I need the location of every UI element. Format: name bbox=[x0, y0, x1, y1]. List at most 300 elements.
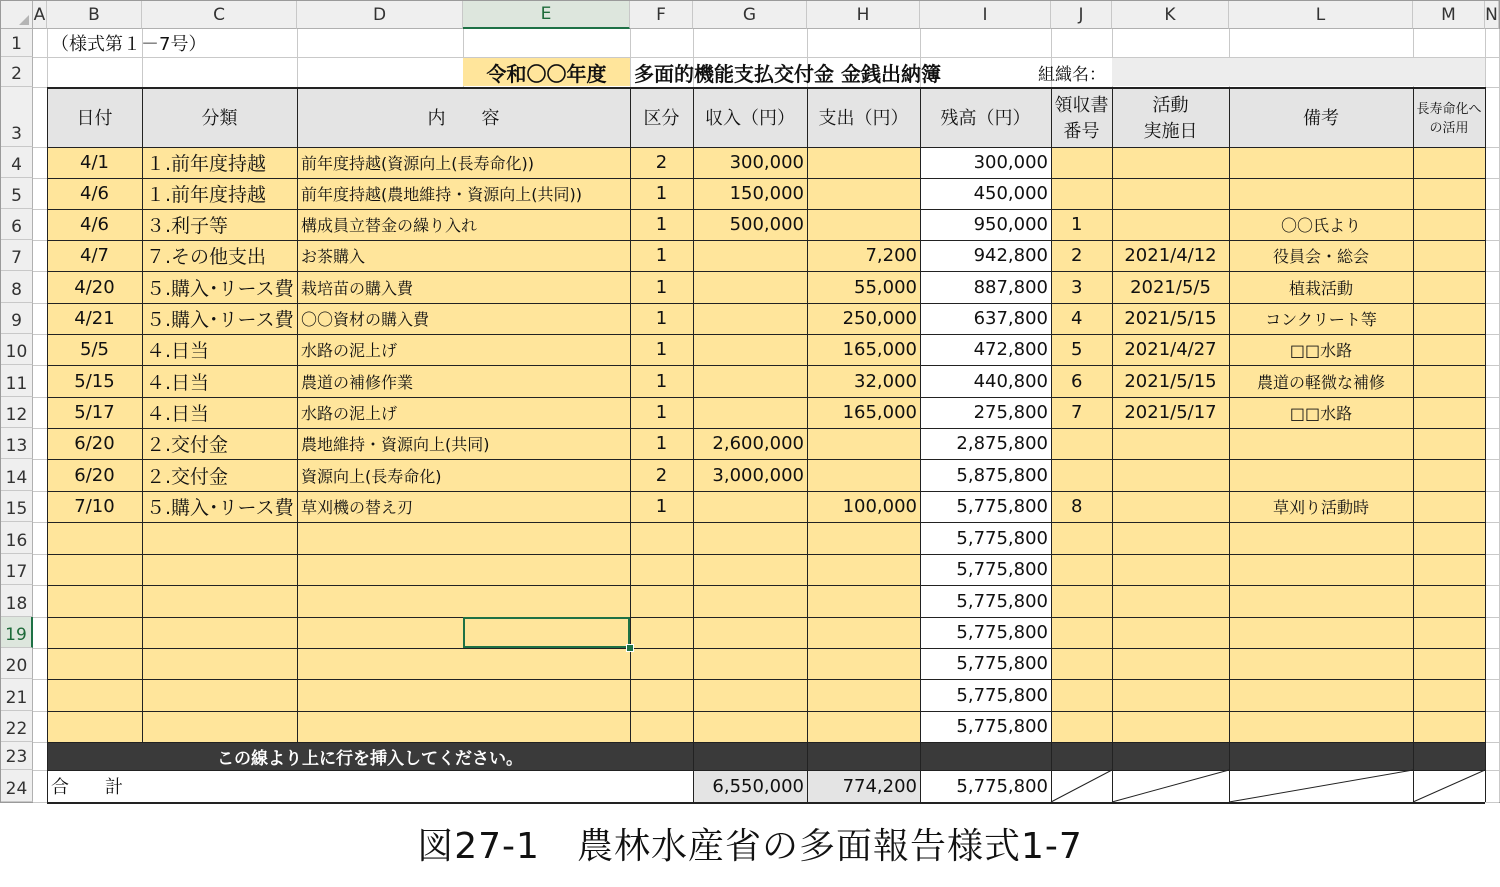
table-border bbox=[1051, 742, 1052, 802]
column-header-f[interactable]: F bbox=[630, 1, 693, 29]
table-border bbox=[47, 770, 1485, 771]
column-header-e[interactable]: E bbox=[463, 1, 630, 29]
entry-balance: 637,800 bbox=[920, 303, 1051, 334]
entry-content[interactable]: 前年度持越(資源向上(長寿命化)) bbox=[297, 147, 630, 178]
entry-expense[interactable] bbox=[807, 428, 920, 459]
entry-kubun[interactable]: 1 bbox=[630, 397, 693, 428]
entry-receipt[interactable]: 3 bbox=[1051, 271, 1112, 303]
entry-activity-date[interactable] bbox=[1112, 585, 1229, 617]
entry-notes[interactable]: □□水路 bbox=[1229, 397, 1413, 428]
entry-receipt[interactable] bbox=[1051, 711, 1112, 742]
entry-income[interactable] bbox=[693, 585, 807, 617]
table-border bbox=[142, 87, 143, 742]
entry-kubun[interactable] bbox=[630, 617, 693, 648]
entry-content[interactable]: 資源向上(長寿命化) bbox=[297, 459, 630, 491]
entry-expense[interactable]: 165,000 bbox=[807, 397, 920, 428]
table-border bbox=[47, 648, 1485, 649]
entry-income[interactable] bbox=[693, 240, 807, 271]
entry-longevity[interactable] bbox=[1413, 679, 1485, 711]
entry-longevity[interactable] bbox=[1413, 648, 1485, 679]
entry-content[interactable]: 前年度持越(農地維持・資源向上(共同)) bbox=[297, 178, 630, 209]
entry-content[interactable] bbox=[297, 585, 630, 617]
row-header-21[interactable]: 21 bbox=[1, 679, 33, 711]
row-header-6[interactable]: 6 bbox=[1, 209, 33, 240]
entry-kubun[interactable]: 1 bbox=[630, 428, 693, 459]
entry-notes[interactable]: 農道の軽微な補修 bbox=[1229, 365, 1413, 397]
column-header-c[interactable]: C bbox=[142, 1, 297, 29]
header-receipt-no bbox=[1051, 87, 1112, 147]
entry-activity-date[interactable]: 2021/4/12 bbox=[1112, 240, 1229, 271]
entry-date[interactable] bbox=[47, 617, 142, 648]
entry-activity-date[interactable]: 2021/4/27 bbox=[1112, 334, 1229, 365]
table-border bbox=[47, 459, 1485, 460]
header-activity-date bbox=[1112, 87, 1229, 147]
entry-date[interactable] bbox=[47, 648, 142, 679]
entry-balance: 5,775,800 bbox=[920, 679, 1051, 711]
table-border bbox=[47, 711, 1485, 712]
entry-content[interactable]: お茶購入 bbox=[297, 240, 630, 271]
entry-balance: 5,875,800 bbox=[920, 459, 1051, 491]
insert-band bbox=[693, 742, 1485, 770]
entry-expense[interactable] bbox=[807, 711, 920, 742]
entry-notes[interactable] bbox=[1229, 617, 1413, 648]
entry-receipt[interactable]: 1 bbox=[1051, 209, 1112, 240]
table-border bbox=[47, 617, 1485, 618]
row-header-23[interactable]: 23 bbox=[1, 742, 33, 770]
entry-longevity[interactable] bbox=[1413, 428, 1485, 459]
entry-balance: 950,000 bbox=[920, 209, 1051, 240]
entry-longevity[interactable] bbox=[1413, 397, 1485, 428]
table-border bbox=[47, 240, 1485, 241]
entry-income[interactable] bbox=[693, 491, 807, 522]
header-receipt-no-line-2: 番号 bbox=[1063, 121, 1100, 142]
entry-content[interactable]: 水路の泥上げ bbox=[297, 334, 630, 365]
entry-notes[interactable] bbox=[1229, 428, 1413, 459]
entry-notes[interactable] bbox=[1229, 554, 1413, 585]
entry-receipt[interactable] bbox=[1051, 428, 1112, 459]
entry-receipt[interactable]: 8 bbox=[1051, 491, 1112, 522]
entry-longevity[interactable] bbox=[1413, 554, 1485, 585]
table-border bbox=[47, 491, 1485, 492]
row-header-11[interactable]: 11 bbox=[1, 365, 33, 397]
table-border bbox=[1485, 742, 1486, 802]
column-header-g[interactable]: G bbox=[693, 1, 807, 29]
entry-notes[interactable] bbox=[1229, 679, 1413, 711]
table-border bbox=[47, 87, 1485, 89]
entry-income[interactable] bbox=[693, 679, 807, 711]
entry-receipt[interactable] bbox=[1051, 459, 1112, 491]
entry-notes[interactable]: コンクリート等 bbox=[1229, 303, 1413, 334]
entry-activity-date[interactable] bbox=[1112, 491, 1229, 522]
entry-notes[interactable] bbox=[1229, 648, 1413, 679]
entry-activity-date[interactable] bbox=[1112, 617, 1229, 648]
entry-date[interactable]: 6/20 bbox=[47, 459, 142, 491]
entry-activity-date[interactable]: 2021/5/15 bbox=[1112, 303, 1229, 334]
table-border bbox=[1112, 742, 1113, 802]
entry-income[interactable] bbox=[693, 334, 807, 365]
table-border bbox=[47, 802, 1485, 804]
entry-receipt[interactable] bbox=[1051, 617, 1112, 648]
entry-category[interactable]: ３.利子等 bbox=[142, 209, 297, 240]
entry-date[interactable] bbox=[47, 679, 142, 711]
entry-longevity[interactable] bbox=[1413, 209, 1485, 240]
entry-kubun[interactable]: 1 bbox=[630, 240, 693, 271]
entry-category[interactable]: ４.日当 bbox=[142, 397, 297, 428]
table-border bbox=[1229, 87, 1230, 742]
entry-activity-date[interactable]: 2021/5/17 bbox=[1112, 397, 1229, 428]
selected-cell-outline[interactable] bbox=[463, 617, 630, 648]
total-slash-cell bbox=[1051, 770, 1112, 802]
total-label: 合 計 bbox=[47, 770, 693, 802]
column-header-k[interactable]: K bbox=[1112, 1, 1229, 29]
entry-balance: 472,800 bbox=[920, 334, 1051, 365]
entry-kubun[interactable]: 1 bbox=[630, 209, 693, 240]
entry-longevity[interactable] bbox=[1413, 334, 1485, 365]
entry-income[interactable] bbox=[693, 711, 807, 742]
entry-balance: 942,800 bbox=[920, 240, 1051, 271]
table-border bbox=[47, 679, 1485, 680]
entry-content[interactable] bbox=[297, 711, 630, 742]
total-income: 6,550,000 bbox=[693, 770, 807, 802]
entry-longevity[interactable] bbox=[1413, 617, 1485, 648]
entry-category[interactable]: ７.その他支出 bbox=[142, 240, 297, 271]
entry-income[interactable]: 300,000 bbox=[693, 147, 807, 178]
entry-category[interactable]: ５.購入･リース費 bbox=[142, 303, 297, 334]
entry-category[interactable]: ２.交付金 bbox=[142, 428, 297, 459]
entry-kubun[interactable]: 2 bbox=[630, 459, 693, 491]
row-header-3[interactable]: 3 bbox=[1, 87, 33, 147]
entry-expense[interactable]: 250,000 bbox=[807, 303, 920, 334]
entry-longevity[interactable] bbox=[1413, 365, 1485, 397]
column-header-n[interactable]: N bbox=[1485, 1, 1499, 29]
entry-expense[interactable] bbox=[807, 209, 920, 240]
entry-receipt[interactable]: 4 bbox=[1051, 303, 1112, 334]
table-border bbox=[297, 87, 298, 742]
table-border bbox=[47, 209, 1485, 210]
entry-activity-date[interactable] bbox=[1112, 522, 1229, 554]
entry-activity-date[interactable] bbox=[1112, 147, 1229, 178]
entry-receipt[interactable]: 5 bbox=[1051, 334, 1112, 365]
entry-expense[interactable]: 100,000 bbox=[807, 491, 920, 522]
row-header-24[interactable]: 24 bbox=[1, 770, 33, 802]
entry-expense[interactable] bbox=[807, 679, 920, 711]
entry-income[interactable] bbox=[693, 522, 807, 554]
entry-income[interactable] bbox=[693, 303, 807, 334]
column-header-i[interactable]: I bbox=[920, 1, 1051, 29]
entry-content[interactable]: 水路の泥上げ bbox=[297, 397, 630, 428]
entry-kubun[interactable]: 1 bbox=[630, 334, 693, 365]
header-receipt-no-line-1: 領収書 bbox=[1054, 95, 1109, 116]
entry-category[interactable]: ４.日当 bbox=[142, 365, 297, 397]
entry-notes[interactable]: □□水路 bbox=[1229, 334, 1413, 365]
entry-kubun[interactable] bbox=[630, 711, 693, 742]
entry-kubun[interactable]: 1 bbox=[630, 303, 693, 334]
entry-category[interactable] bbox=[142, 522, 297, 554]
entry-receipt[interactable]: 2 bbox=[1051, 240, 1112, 271]
entry-expense[interactable] bbox=[807, 522, 920, 554]
entry-date[interactable] bbox=[47, 711, 142, 742]
entry-category[interactable] bbox=[142, 679, 297, 711]
entry-content[interactable]: 農道の補修作業 bbox=[297, 365, 630, 397]
entry-kubun[interactable] bbox=[630, 522, 693, 554]
row-header-7[interactable]: 7 bbox=[1, 240, 33, 271]
total-slash-cell bbox=[1229, 770, 1413, 802]
total-expense: 774,200 bbox=[807, 770, 920, 802]
entry-income[interactable] bbox=[693, 397, 807, 428]
table-border bbox=[47, 742, 1485, 743]
entry-date[interactable]: 4/21 bbox=[47, 303, 142, 334]
row-header-22[interactable]: 22 bbox=[1, 711, 33, 742]
entry-expense[interactable] bbox=[807, 648, 920, 679]
entry-kubun[interactable]: 1 bbox=[630, 365, 693, 397]
entry-kubun[interactable] bbox=[630, 554, 693, 585]
entry-notes[interactable] bbox=[1229, 585, 1413, 617]
column-header-a[interactable]: A bbox=[33, 1, 47, 29]
entry-receipt[interactable] bbox=[1051, 522, 1112, 554]
column-header-d[interactable]: D bbox=[297, 1, 463, 29]
table-border bbox=[47, 554, 1485, 555]
entry-kubun[interactable] bbox=[630, 679, 693, 711]
table-border bbox=[47, 87, 48, 742]
entry-activity-date[interactable] bbox=[1112, 459, 1229, 491]
entry-activity-date[interactable] bbox=[1112, 711, 1229, 742]
entry-activity-date[interactable] bbox=[1112, 648, 1229, 679]
entry-activity-date[interactable] bbox=[1112, 554, 1229, 585]
row-header-16[interactable]: 16 bbox=[1, 522, 33, 554]
header-activity-date-line-2: 実施日 bbox=[1143, 121, 1198, 142]
entry-activity-date[interactable]: 2021/5/5 bbox=[1112, 271, 1229, 303]
row-header-10[interactable]: 10 bbox=[1, 334, 33, 365]
entry-content[interactable] bbox=[297, 679, 630, 711]
entry-receipt[interactable]: 6 bbox=[1051, 365, 1112, 397]
entry-longevity[interactable] bbox=[1413, 711, 1485, 742]
entry-longevity[interactable] bbox=[1413, 271, 1485, 303]
entry-balance: 275,800 bbox=[920, 397, 1051, 428]
entry-expense[interactable]: 32,000 bbox=[807, 365, 920, 397]
entry-income[interactable]: 3,000,000 bbox=[693, 459, 807, 491]
entry-date[interactable]: 5/15 bbox=[47, 365, 142, 397]
entry-activity-date[interactable]: 2021/5/15 bbox=[1112, 365, 1229, 397]
entry-category[interactable]: １.前年度持越 bbox=[142, 178, 297, 209]
total-slash-cell bbox=[1112, 770, 1229, 802]
entry-kubun[interactable] bbox=[630, 585, 693, 617]
entry-receipt[interactable]: 7 bbox=[1051, 397, 1112, 428]
entry-date[interactable]: 6/20 bbox=[47, 428, 142, 459]
entry-date[interactable]: 4/7 bbox=[47, 240, 142, 271]
entry-category[interactable] bbox=[142, 585, 297, 617]
entry-date[interactable] bbox=[47, 522, 142, 554]
entry-notes[interactable]: 草刈り活動時 bbox=[1229, 491, 1413, 522]
table-border bbox=[47, 742, 48, 802]
entry-activity-date[interactable] bbox=[1112, 178, 1229, 209]
entry-category[interactable]: ５.購入･リース費 bbox=[142, 491, 297, 522]
row-header-8[interactable]: 8 bbox=[1, 271, 33, 303]
entry-longevity[interactable] bbox=[1413, 522, 1485, 554]
row-header-2[interactable]: 2 bbox=[1, 57, 33, 87]
entry-receipt[interactable] bbox=[1051, 585, 1112, 617]
row-header-12[interactable]: 12 bbox=[1, 397, 33, 428]
header-longevity-line-2: の活用 bbox=[1429, 121, 1469, 136]
entry-activity-date[interactable] bbox=[1112, 428, 1229, 459]
row-header-19[interactable]: 19 bbox=[1, 617, 33, 648]
entry-notes[interactable] bbox=[1229, 178, 1413, 209]
entry-income[interactable] bbox=[693, 271, 807, 303]
entry-income[interactable] bbox=[693, 554, 807, 585]
entry-category[interactable]: ４.日当 bbox=[142, 334, 297, 365]
table-border bbox=[807, 742, 808, 802]
entry-receipt[interactable] bbox=[1051, 178, 1112, 209]
table-border bbox=[47, 303, 1485, 304]
header-longevity-line-1: 長寿命化へ bbox=[1416, 102, 1482, 117]
entry-expense[interactable]: 165,000 bbox=[807, 334, 920, 365]
entry-notes[interactable] bbox=[1229, 522, 1413, 554]
org-name-field[interactable] bbox=[1112, 58, 1485, 86]
entry-notes[interactable]: 植栽活動 bbox=[1229, 271, 1413, 303]
entry-kubun[interactable] bbox=[630, 648, 693, 679]
entry-expense[interactable] bbox=[807, 617, 920, 648]
entry-category[interactable]: １.前年度持越 bbox=[142, 147, 297, 178]
entry-content[interactable] bbox=[297, 554, 630, 585]
entry-notes[interactable]: 役員会・総会 bbox=[1229, 240, 1413, 271]
entry-category[interactable] bbox=[142, 617, 297, 648]
entry-income[interactable]: 2,600,000 bbox=[693, 428, 807, 459]
entry-kubun[interactable]: 1 bbox=[630, 491, 693, 522]
row-header-4[interactable]: 4 bbox=[1, 147, 33, 178]
title-year: 令和〇〇年度 bbox=[463, 58, 630, 86]
row-header-18[interactable]: 18 bbox=[1, 585, 33, 617]
table-border bbox=[47, 365, 1485, 366]
column-header-m[interactable]: M bbox=[1413, 1, 1485, 29]
row-header-14[interactable]: 14 bbox=[1, 459, 33, 491]
row-header-17[interactable]: 17 bbox=[1, 554, 33, 585]
header-income: 収入（円） bbox=[693, 87, 807, 147]
column-header-b[interactable]: B bbox=[47, 1, 142, 29]
entry-receipt[interactable] bbox=[1051, 147, 1112, 178]
entry-notes[interactable]: 〇〇氏より bbox=[1229, 209, 1413, 240]
entry-balance: 300,000 bbox=[920, 147, 1051, 178]
entry-kubun[interactable]: 1 bbox=[630, 271, 693, 303]
entry-longevity[interactable] bbox=[1413, 491, 1485, 522]
fill-handle[interactable] bbox=[626, 644, 634, 652]
table-border bbox=[920, 87, 921, 742]
entry-longevity[interactable] bbox=[1413, 303, 1485, 334]
entry-activity-date[interactable] bbox=[1112, 209, 1229, 240]
column-header-l[interactable]: L bbox=[1229, 1, 1413, 29]
diagonal-slash bbox=[1051, 770, 1112, 802]
table-border bbox=[47, 585, 1485, 586]
entry-date[interactable]: 4/20 bbox=[47, 271, 142, 303]
entry-date[interactable]: 4/6 bbox=[47, 178, 142, 209]
row-header-15[interactable]: 15 bbox=[1, 491, 33, 522]
table-border bbox=[693, 87, 694, 742]
entry-balance: 887,800 bbox=[920, 271, 1051, 303]
entry-content[interactable] bbox=[297, 648, 630, 679]
entry-balance: 5,775,800 bbox=[920, 522, 1051, 554]
entry-balance: 5,775,800 bbox=[920, 491, 1051, 522]
diagonal-slash bbox=[1229, 770, 1413, 802]
row-header-5[interactable]: 5 bbox=[1, 178, 33, 209]
entry-date[interactable]: 7/10 bbox=[47, 491, 142, 522]
row-header-1[interactable]: 1 bbox=[1, 29, 33, 57]
org-label: 組織名： bbox=[1038, 64, 1106, 85]
column-header-j[interactable]: J bbox=[1051, 1, 1112, 29]
entry-balance: 5,775,800 bbox=[920, 554, 1051, 585]
entry-date[interactable]: 5/5 bbox=[47, 334, 142, 365]
entry-longevity[interactable] bbox=[1413, 240, 1485, 271]
entry-content[interactable]: 〇〇資材の購入費 bbox=[297, 303, 630, 334]
entry-income[interactable] bbox=[693, 648, 807, 679]
row-header-20[interactable]: 20 bbox=[1, 648, 33, 679]
entry-activity-date[interactable] bbox=[1112, 679, 1229, 711]
entry-longevity[interactable] bbox=[1413, 147, 1485, 178]
table-border bbox=[1413, 742, 1414, 802]
entry-kubun[interactable]: 2 bbox=[630, 147, 693, 178]
diagonal-slash bbox=[1112, 770, 1229, 802]
entry-balance: 5,775,800 bbox=[920, 585, 1051, 617]
entry-longevity[interactable] bbox=[1413, 585, 1485, 617]
select-all-corner[interactable] bbox=[1, 1, 33, 29]
entry-date[interactable]: 5/17 bbox=[47, 397, 142, 428]
entry-category[interactable] bbox=[142, 648, 297, 679]
entry-expense[interactable] bbox=[807, 554, 920, 585]
entry-notes[interactable] bbox=[1229, 711, 1413, 742]
entry-notes[interactable] bbox=[1229, 459, 1413, 491]
entry-category[interactable]: ２.交付金 bbox=[142, 459, 297, 491]
entry-income[interactable]: 150,000 bbox=[693, 178, 807, 209]
entry-receipt[interactable] bbox=[1051, 679, 1112, 711]
entry-expense[interactable] bbox=[807, 147, 920, 178]
entry-income[interactable]: 500,000 bbox=[693, 209, 807, 240]
entry-longevity[interactable] bbox=[1413, 459, 1485, 491]
table-border bbox=[47, 271, 1485, 272]
row-header-9[interactable]: 9 bbox=[1, 303, 33, 334]
entry-expense[interactable] bbox=[807, 459, 920, 491]
table-border bbox=[1051, 87, 1052, 742]
header-balance: 残高（円） bbox=[920, 87, 1051, 147]
table-border bbox=[1112, 87, 1113, 742]
diagonal-slash bbox=[1413, 770, 1485, 802]
entry-expense[interactable] bbox=[807, 585, 920, 617]
entry-content[interactable]: 構成員立替金の繰り入れ bbox=[297, 209, 630, 240]
entry-content[interactable] bbox=[297, 522, 630, 554]
entry-category[interactable]: ５.購入･リース費 bbox=[142, 271, 297, 303]
table-border bbox=[1413, 87, 1414, 742]
row-header-13[interactable]: 13 bbox=[1, 428, 33, 459]
entry-content[interactable]: 栽培苗の購入費 bbox=[297, 271, 630, 303]
entry-receipt[interactable] bbox=[1051, 554, 1112, 585]
entry-content[interactable]: 草刈機の替え刃 bbox=[297, 491, 630, 522]
entry-income[interactable] bbox=[693, 365, 807, 397]
entry-date[interactable]: 4/6 bbox=[47, 209, 142, 240]
entry-date[interactable] bbox=[47, 585, 142, 617]
entry-receipt[interactable] bbox=[1051, 648, 1112, 679]
entry-expense[interactable] bbox=[807, 178, 920, 209]
entry-date[interactable]: 4/1 bbox=[47, 147, 142, 178]
entry-longevity[interactable] bbox=[1413, 178, 1485, 209]
entry-expense[interactable]: 7,200 bbox=[807, 240, 920, 271]
entry-category[interactable] bbox=[142, 554, 297, 585]
entry-notes[interactable] bbox=[1229, 147, 1413, 178]
entry-content[interactable]: 農地維持・資源向上(共同) bbox=[297, 428, 630, 459]
column-header-h[interactable]: H bbox=[807, 1, 920, 29]
table-border bbox=[47, 397, 1485, 398]
entry-date[interactable] bbox=[47, 554, 142, 585]
table-border bbox=[47, 428, 1485, 429]
entry-kubun[interactable]: 1 bbox=[630, 178, 693, 209]
entry-income[interactable] bbox=[693, 617, 807, 648]
entry-expense[interactable]: 55,000 bbox=[807, 271, 920, 303]
entry-category[interactable] bbox=[142, 711, 297, 742]
